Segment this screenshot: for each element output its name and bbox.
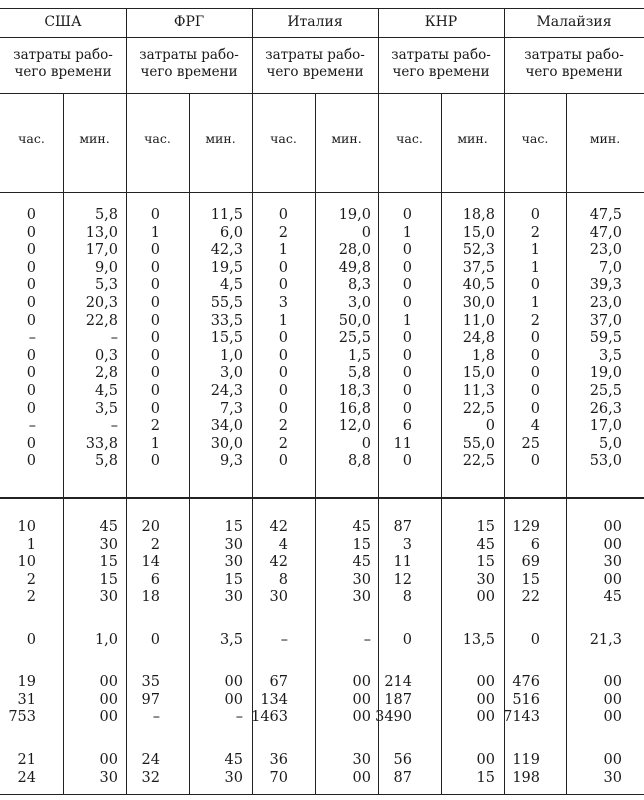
section1-minutes-cell: 55,5 xyxy=(210,295,243,311)
section1-minutes-cell: 15,5 xyxy=(210,330,243,347)
section3-hours-cell: 0 xyxy=(530,632,540,648)
section5-minutes-cell: 30 xyxy=(352,752,371,768)
section5-minutes-cell: 30 xyxy=(224,769,243,786)
section1-hours-cell: 0 xyxy=(26,365,36,382)
section2-minutes-cell: 30 xyxy=(352,571,371,588)
rule xyxy=(0,93,644,94)
section2-minutes-cell: 45 xyxy=(352,519,371,535)
section2-minutes-cell: 30 xyxy=(99,589,118,606)
section1-minutes-cell: 12,0 xyxy=(338,418,371,435)
section1-hours-cell: 0 xyxy=(402,453,412,470)
section1-hours-cell: 0 xyxy=(530,347,540,364)
country-header: Малайзия xyxy=(536,14,612,30)
section1-minutes-cell: 5,8 xyxy=(94,453,118,470)
section1-hours-cell: 1 xyxy=(530,242,540,259)
section1-minutes-cell: 3,0 xyxy=(219,365,243,382)
section1-hours-cell: 0 xyxy=(150,259,160,276)
section1-minutes-cell: 2,8 xyxy=(94,365,118,382)
time-cost-subheader: затраты рабо- чего времени xyxy=(265,47,365,80)
section1-hours-cell: 0 xyxy=(26,347,36,364)
section1-minutes-cell: 11,5 xyxy=(210,207,243,223)
section1-hours-cell: 0 xyxy=(26,207,36,223)
section1-hours-cell: 0 xyxy=(278,383,288,399)
section2-minutes-cell: 30 xyxy=(99,536,118,553)
section1-hours-cell: 0 xyxy=(150,277,160,294)
section1-hours-cell: 0 xyxy=(150,242,160,259)
section1-hours-cell: 0 xyxy=(26,224,36,241)
section1-hours-cell: 0 xyxy=(278,400,288,417)
country-header: КНР xyxy=(424,14,458,30)
section1-minutes-cell: 19,0 xyxy=(338,207,371,223)
section1-hours-cell: 0 xyxy=(530,453,540,470)
section1-hours-cell: 0 xyxy=(26,259,36,276)
section4-minutes-cell: 00 xyxy=(224,674,243,690)
section2-hours-cell: 4 xyxy=(278,536,288,553)
section1-minutes-cell: 53,0 xyxy=(589,453,622,470)
section1-hours-cell: 0 xyxy=(530,330,540,347)
section3-minutes-cell: – xyxy=(363,632,371,648)
time-cost-subheader: затраты рабо- чего времени xyxy=(139,47,239,80)
section1-minutes-cell: 33,5 xyxy=(210,312,243,329)
section5-hours-cell: 21 xyxy=(17,752,36,768)
section1-minutes-cell: 24,3 xyxy=(210,383,243,399)
section1-minutes-cell: 0 xyxy=(361,224,371,241)
section5-minutes-cell: 30 xyxy=(603,769,622,786)
section2-hours-cell: 6 xyxy=(150,571,160,588)
section1-hours-cell: 0 xyxy=(150,295,160,311)
section1-hours-cell: 0 xyxy=(530,277,540,294)
unit-hours-label: час. xyxy=(144,131,171,146)
rule xyxy=(0,497,644,499)
section3-minutes-cell: 1,0 xyxy=(94,632,118,648)
section1-hours-cell: 0 xyxy=(402,400,412,417)
section1-hours-cell: – xyxy=(28,418,36,435)
section2-hours-cell: 12 xyxy=(393,571,412,588)
section1-minutes-cell: 7,0 xyxy=(598,259,622,276)
section1-hours-cell: 25 xyxy=(521,435,540,452)
section1-hours-cell: 0 xyxy=(26,383,36,399)
section1-minutes-cell: 17,0 xyxy=(589,418,622,435)
section1-hours-cell: 0 xyxy=(26,400,36,417)
section1-minutes-cell: 19,0 xyxy=(589,365,622,382)
unit-minutes-label: мин. xyxy=(457,131,488,146)
section2-hours-cell: 129 xyxy=(512,519,540,535)
section4-hours-cell: 214 xyxy=(384,674,412,690)
section1-minutes-cell: 17,0 xyxy=(85,242,118,259)
section2-hours-cell: 30 xyxy=(269,589,288,606)
section1-hours-cell: 0 xyxy=(278,330,288,347)
section1-minutes-cell: 18,3 xyxy=(338,383,371,399)
section1-hours-cell: – xyxy=(28,330,36,347)
section1-hours-cell: 2 xyxy=(278,224,288,241)
section4-hours-cell: 134 xyxy=(260,691,288,708)
section1-hours-cell: 0 xyxy=(402,242,412,259)
section1-minutes-cell: 39,3 xyxy=(589,277,622,294)
section4-minutes-cell: 00 xyxy=(352,691,371,708)
section1-minutes-cell: 30,0 xyxy=(210,435,243,452)
section5-hours-cell: 24 xyxy=(17,769,36,786)
section4-minutes-cell: 00 xyxy=(99,709,118,726)
section1-hours-cell: 1 xyxy=(150,224,160,241)
section1-minutes-cell: 37,0 xyxy=(589,312,622,329)
section1-hours-cell: 0 xyxy=(402,295,412,311)
section1-hours-cell: 0 xyxy=(278,207,288,223)
section1-minutes-cell: 49,8 xyxy=(338,259,371,276)
country-header: США xyxy=(44,14,82,30)
section3-hours-cell: – xyxy=(280,632,288,648)
section1-hours-cell: 0 xyxy=(26,435,36,452)
section5-minutes-cell: 00 xyxy=(352,769,371,786)
section1-minutes-cell: 16,8 xyxy=(338,400,371,417)
section1-minutes-cell: 3,5 xyxy=(94,400,118,417)
section1-hours-cell: 0 xyxy=(26,242,36,259)
section5-hours-cell: 36 xyxy=(269,752,288,768)
section1-hours-cell: 1 xyxy=(530,295,540,311)
section1-hours-cell: 1 xyxy=(530,259,540,276)
rule xyxy=(0,794,644,795)
section1-minutes-cell: 15,0 xyxy=(462,365,495,382)
section1-hours-cell: 0 xyxy=(150,383,160,399)
section4-hours-cell: 97 xyxy=(141,691,160,708)
section2-hours-cell: 3 xyxy=(402,536,412,553)
section1-minutes-cell: 7,3 xyxy=(219,400,243,417)
section2-minutes-cell: 15 xyxy=(352,536,371,553)
section1-hours-cell: 0 xyxy=(26,295,36,311)
section1-hours-cell: 2 xyxy=(278,435,288,452)
section1-hours-cell: 0 xyxy=(402,365,412,382)
section1-hours-cell: 1 xyxy=(278,242,288,259)
section1-hours-cell: 0 xyxy=(150,347,160,364)
section2-minutes-cell: 15 xyxy=(476,554,495,571)
section3-minutes-cell: 21,3 xyxy=(589,632,622,648)
section2-hours-cell: 11 xyxy=(393,554,412,571)
section4-hours-cell: 753 xyxy=(8,709,36,726)
section2-minutes-cell: 30 xyxy=(352,589,371,606)
section5-hours-cell: 56 xyxy=(393,752,412,768)
section1-minutes-cell: 26,3 xyxy=(589,400,622,417)
rule xyxy=(0,8,644,9)
section4-hours-cell: 516 xyxy=(512,691,540,708)
section2-hours-cell: 8 xyxy=(402,589,412,606)
section1-hours-cell: 0 xyxy=(150,453,160,470)
section1-minutes-cell: 50,0 xyxy=(338,312,371,329)
section1-minutes-cell: 15,0 xyxy=(462,224,495,241)
section2-hours-cell: 42 xyxy=(269,554,288,571)
section1-hours-cell: 0 xyxy=(402,383,412,399)
section1-minutes-cell: 8,8 xyxy=(347,453,371,470)
section1-minutes-cell: 8,3 xyxy=(347,277,371,294)
section4-hours-cell: 476 xyxy=(512,674,540,690)
time-cost-subheader: затраты рабо- чего времени xyxy=(391,47,491,80)
section1-hours-cell: 0 xyxy=(402,259,412,276)
section2-minutes-cell: 45 xyxy=(352,554,371,571)
section1-minutes-cell: 23,0 xyxy=(589,242,622,259)
section4-hours-cell: – xyxy=(152,709,160,726)
section4-hours-cell: 187 xyxy=(384,691,412,708)
section1-hours-cell: 0 xyxy=(530,400,540,417)
section4-minutes-cell: – xyxy=(235,709,243,726)
section3-hours-cell: 0 xyxy=(150,632,160,648)
section5-hours-cell: 119 xyxy=(512,752,540,768)
section1-minutes-cell: 18,8 xyxy=(462,207,495,223)
section1-minutes-cell: 37,5 xyxy=(462,259,495,276)
section5-minutes-cell: 00 xyxy=(476,752,495,768)
section2-minutes-cell: 15 xyxy=(224,571,243,588)
unit-hours-label: час. xyxy=(270,131,297,146)
section2-minutes-cell: 30 xyxy=(224,589,243,606)
section2-minutes-cell: 45 xyxy=(476,536,495,553)
section1-hours-cell: 0 xyxy=(26,453,36,470)
section1-minutes-cell: 1,5 xyxy=(347,347,371,364)
section2-hours-cell: 14 xyxy=(141,554,160,571)
section1-minutes-cell: 34,0 xyxy=(210,418,243,435)
section5-minutes-cell: 00 xyxy=(99,752,118,768)
section1-minutes-cell: 1,8 xyxy=(471,347,495,364)
section1-minutes-cell: 1,0 xyxy=(219,347,243,364)
section1-minutes-cell: 28,0 xyxy=(338,242,371,259)
section1-hours-cell: 1 xyxy=(150,435,160,452)
section2-hours-cell: 42 xyxy=(269,519,288,535)
section5-hours-cell: 87 xyxy=(393,769,412,786)
section1-hours-cell: 0 xyxy=(278,259,288,276)
section1-minutes-cell: 5,0 xyxy=(598,435,622,452)
unit-hours-label: час. xyxy=(396,131,423,146)
section2-minutes-cell: 15 xyxy=(224,519,243,535)
section1-hours-cell: 0 xyxy=(278,453,288,470)
section2-minutes-cell: 45 xyxy=(99,519,118,535)
section1-minutes-cell: 55,0 xyxy=(462,435,495,452)
section1-hours-cell: 0 xyxy=(402,277,412,294)
section4-hours-cell: 31 xyxy=(17,691,36,708)
section5-hours-cell: 198 xyxy=(512,769,540,786)
section3-hours-cell: 0 xyxy=(402,632,412,648)
section5-minutes-cell: 30 xyxy=(99,769,118,786)
section2-minutes-cell: 00 xyxy=(603,571,622,588)
section1-minutes-cell: 11,3 xyxy=(462,383,495,399)
section1-minutes-cell: 59,5 xyxy=(589,330,622,347)
section1-minutes-cell: 3,5 xyxy=(598,347,622,364)
section1-hours-cell: 0 xyxy=(402,347,412,364)
unit-minutes-label: мин. xyxy=(205,131,236,146)
section2-hours-cell: 69 xyxy=(521,554,540,571)
section1-minutes-cell: 0,3 xyxy=(94,347,118,364)
section2-minutes-cell: 15 xyxy=(99,554,118,571)
section1-hours-cell: 4 xyxy=(530,418,540,435)
section1-hours-cell: 3 xyxy=(278,295,288,311)
section5-minutes-cell: 45 xyxy=(224,752,243,768)
section3-hours-cell: 0 xyxy=(26,632,36,648)
section1-minutes-cell: 22,5 xyxy=(462,400,495,417)
time-cost-subheader: затраты рабо- чего времени xyxy=(13,47,113,80)
section1-minutes-cell: – xyxy=(110,330,118,347)
section1-minutes-cell: 4,5 xyxy=(219,277,243,294)
section3-minutes-cell: 3,5 xyxy=(219,632,243,648)
section1-hours-cell: 0 xyxy=(278,277,288,294)
section2-hours-cell: 10 xyxy=(17,554,36,571)
section1-hours-cell: 0 xyxy=(402,330,412,347)
section1-hours-cell: 0 xyxy=(150,207,160,223)
section2-minutes-cell: 00 xyxy=(476,589,495,606)
section4-minutes-cell: 00 xyxy=(224,691,243,708)
country-header: Италия xyxy=(287,14,343,30)
section5-hours-cell: 32 xyxy=(141,769,160,786)
section2-minutes-cell: 15 xyxy=(99,571,118,588)
section2-hours-cell: 10 xyxy=(17,519,36,535)
section1-minutes-cell: 11,0 xyxy=(462,312,495,329)
section1-minutes-cell: 9,0 xyxy=(94,259,118,276)
section1-hours-cell: 0 xyxy=(278,365,288,382)
section1-minutes-cell: 47,0 xyxy=(589,224,622,241)
section5-hours-cell: 24 xyxy=(141,752,160,768)
unit-minutes-label: мин. xyxy=(331,131,362,146)
section2-hours-cell: 18 xyxy=(141,589,160,606)
time-cost-subheader: затраты рабо- чего времени xyxy=(524,47,624,80)
unit-hours-label: час. xyxy=(18,131,45,146)
section2-hours-cell: 2 xyxy=(26,571,36,588)
section4-hours-cell: 67 xyxy=(269,674,288,690)
section1-hours-cell: 0 xyxy=(402,207,412,223)
section1-minutes-cell: 47,5 xyxy=(589,207,622,223)
rule xyxy=(0,37,644,38)
section2-hours-cell: 87 xyxy=(393,519,412,535)
country-header: ФРГ xyxy=(173,14,205,30)
section2-minutes-cell: 30 xyxy=(603,554,622,571)
section4-minutes-cell: 00 xyxy=(476,691,495,708)
section2-hours-cell: 15 xyxy=(521,571,540,588)
section1-hours-cell: 0 xyxy=(530,207,540,223)
section1-minutes-cell: 33,8 xyxy=(85,435,118,452)
section1-hours-cell: 1 xyxy=(278,312,288,329)
section1-minutes-cell: 5,3 xyxy=(94,277,118,294)
section1-hours-cell: 11 xyxy=(393,435,412,452)
section1-hours-cell: 1 xyxy=(402,224,412,241)
section1-minutes-cell: 5,8 xyxy=(347,365,371,382)
unit-minutes-label: мин. xyxy=(79,131,110,146)
section1-hours-cell: 0 xyxy=(530,383,540,399)
section1-hours-cell: 0 xyxy=(530,365,540,382)
section4-minutes-cell: 00 xyxy=(99,674,118,690)
section1-minutes-cell: 24,8 xyxy=(462,330,495,347)
section1-hours-cell: 0 xyxy=(26,312,36,329)
section3-minutes-cell: 13,5 xyxy=(462,632,495,648)
section2-minutes-cell: 30 xyxy=(224,536,243,553)
section5-minutes-cell: 15 xyxy=(476,769,495,786)
section1-hours-cell: 0 xyxy=(150,400,160,417)
section1-minutes-cell: 25,5 xyxy=(338,330,371,347)
section2-minutes-cell: 45 xyxy=(603,589,622,606)
section1-minutes-cell: 9,3 xyxy=(219,453,243,470)
section1-minutes-cell: 0 xyxy=(485,418,495,435)
section1-hours-cell: 2 xyxy=(530,224,540,241)
section1-hours-cell: 0 xyxy=(150,312,160,329)
section1-hours-cell: 0 xyxy=(278,347,288,364)
section2-hours-cell: 20 xyxy=(141,519,160,535)
section1-minutes-cell: 13,0 xyxy=(85,224,118,241)
section5-minutes-cell: 00 xyxy=(603,752,622,768)
section1-minutes-cell: 0 xyxy=(361,435,371,452)
section1-hours-cell: 2 xyxy=(278,418,288,435)
section2-minutes-cell: 30 xyxy=(224,554,243,571)
section2-hours-cell: 22 xyxy=(521,589,540,606)
section4-minutes-cell: 00 xyxy=(603,674,622,690)
section1-minutes-cell: 3,0 xyxy=(347,295,371,311)
section1-minutes-cell: 6,0 xyxy=(219,224,243,241)
section4-minutes-cell: 00 xyxy=(476,674,495,690)
section1-hours-cell: 6 xyxy=(402,418,412,435)
section5-hours-cell: 70 xyxy=(269,769,288,786)
section2-hours-cell: 2 xyxy=(150,536,160,553)
section1-minutes-cell: 22,8 xyxy=(85,312,118,329)
section4-hours-cell: 19 xyxy=(17,674,36,690)
section2-hours-cell: 1 xyxy=(26,536,36,553)
section2-hours-cell: 8 xyxy=(278,571,288,588)
section4-hours-cell: 3490 xyxy=(375,709,412,726)
rule xyxy=(0,192,644,193)
section2-hours-cell: 6 xyxy=(530,536,540,553)
section1-minutes-cell: 23,0 xyxy=(589,295,622,311)
section4-minutes-cell: 00 xyxy=(603,691,622,708)
section1-minutes-cell: 22,5 xyxy=(462,453,495,470)
unit-hours-label: час. xyxy=(521,131,549,146)
section4-minutes-cell: 00 xyxy=(352,674,371,690)
section1-minutes-cell: 52,3 xyxy=(462,242,495,259)
section2-minutes-cell: 30 xyxy=(476,571,495,588)
section4-minutes-cell: 00 xyxy=(603,709,622,726)
unit-minutes-label: мин. xyxy=(589,131,621,146)
section1-minutes-cell: 42,3 xyxy=(210,242,243,259)
section1-minutes-cell: 5,8 xyxy=(94,207,118,223)
section1-minutes-cell: 30,0 xyxy=(462,295,495,311)
section1-hours-cell: 0 xyxy=(150,330,160,347)
section1-minutes-cell: 25,5 xyxy=(589,383,622,399)
section4-hours-cell: 1463 xyxy=(251,709,288,726)
section2-minutes-cell: 00 xyxy=(603,519,622,535)
section1-minutes-cell: 40,5 xyxy=(462,277,495,294)
section4-minutes-cell: 00 xyxy=(476,709,495,726)
section1-hours-cell: 0 xyxy=(26,277,36,294)
section4-minutes-cell: 00 xyxy=(352,709,371,726)
section2-minutes-cell: 00 xyxy=(603,536,622,553)
section1-minutes-cell: – xyxy=(110,418,118,435)
section4-minutes-cell: 00 xyxy=(99,691,118,708)
section1-hours-cell: 2 xyxy=(150,418,160,435)
section1-hours-cell: 2 xyxy=(530,312,540,329)
section2-hours-cell: 2 xyxy=(26,589,36,606)
section4-hours-cell: 35 xyxy=(141,674,160,690)
section1-hours-cell: 0 xyxy=(150,365,160,382)
section1-hours-cell: 1 xyxy=(402,312,412,329)
section1-minutes-cell: 4,5 xyxy=(94,383,118,399)
section2-minutes-cell: 15 xyxy=(476,519,495,535)
section1-minutes-cell: 19,5 xyxy=(210,259,243,276)
section1-minutes-cell: 20,3 xyxy=(85,295,118,311)
section4-hours-cell: 7143 xyxy=(503,709,540,726)
